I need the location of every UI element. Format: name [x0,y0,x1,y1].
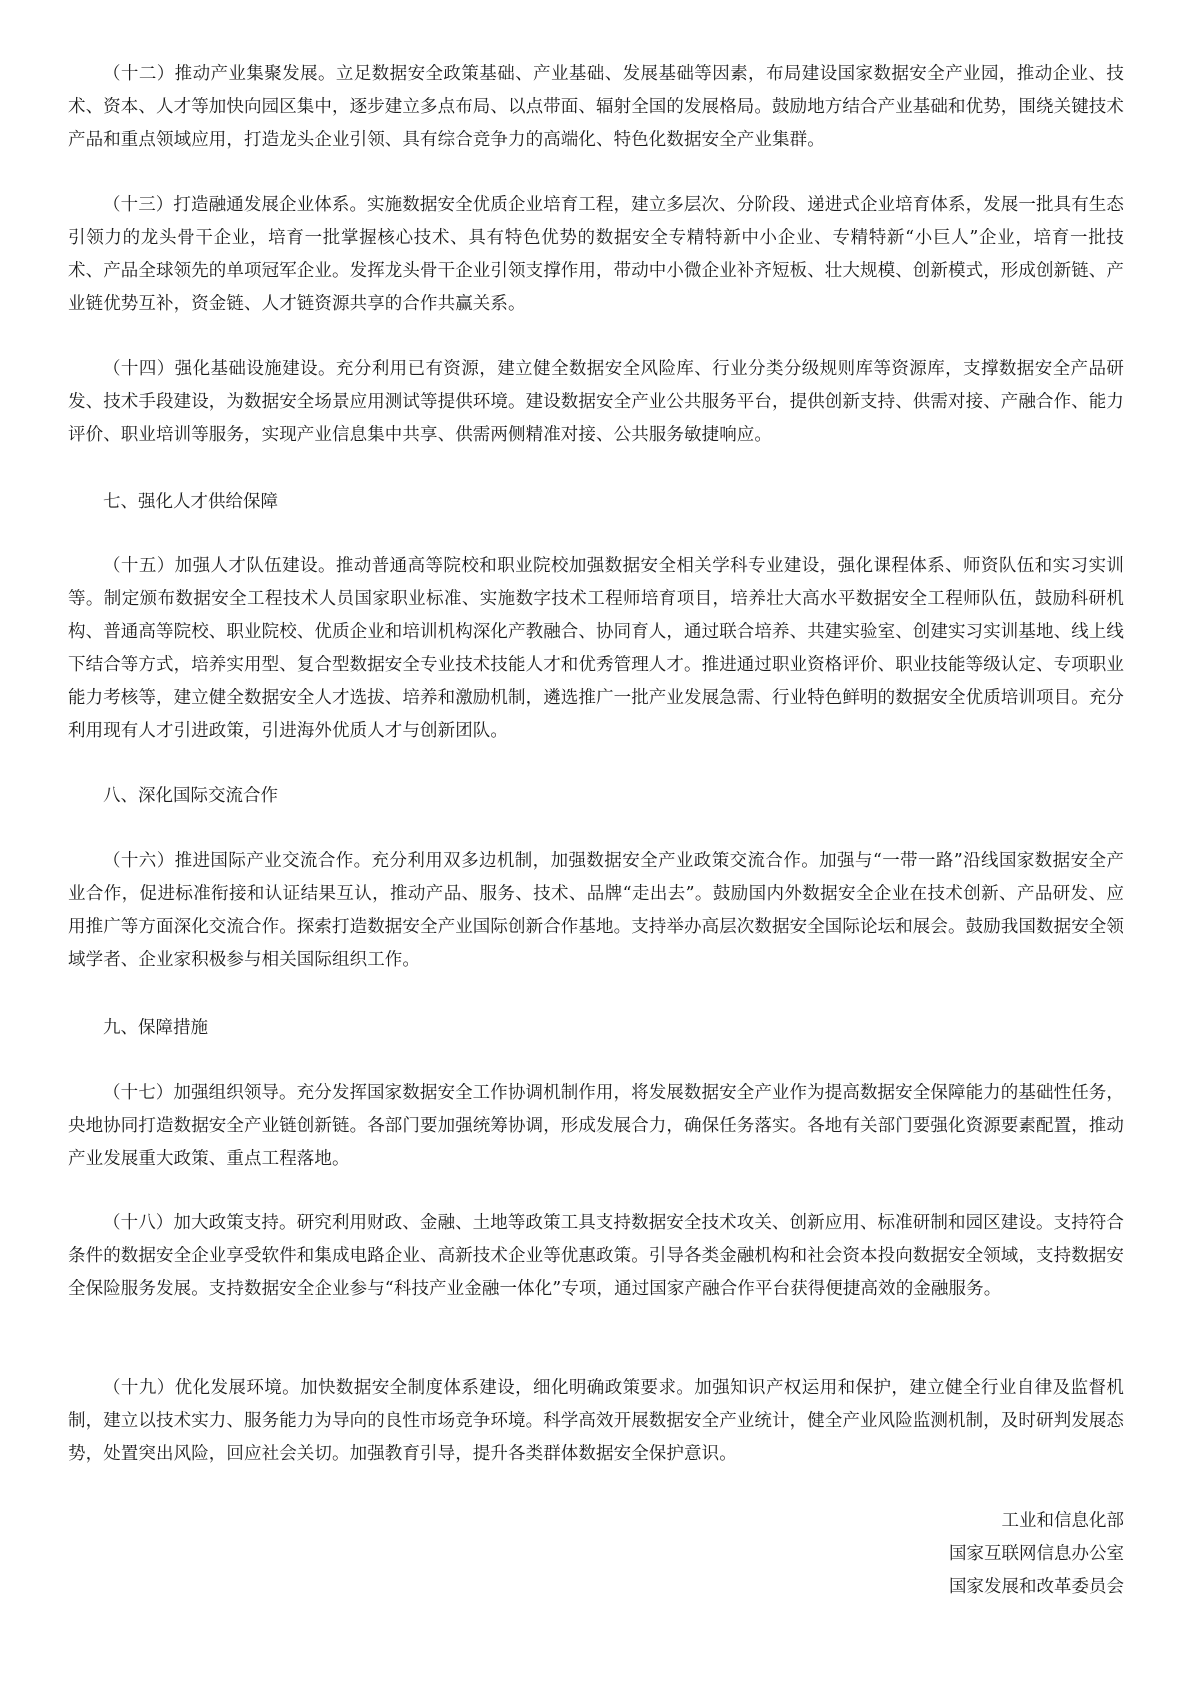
paragraph-18: （十八）加大政策支持。研究利用财政、金融、土地等政策工具支持数据安全技术攻关、创新应用、标准研制和园区建设。支持符合条件的数据安全企业享受软件和集成电路企业、高新技术企业等优惠政策。引导各类金融机构和社会资本投向数据安全领域，支持数据安全保险服务发展。支持数据安全企业参与“科技产业金融一体化”专项，通过国家产融合作平台获得便捷高效的金融服务。 [68,1213,1124,1299]
paragraph-17: （十七）加强组织领导。充分发挥国家数据安全工作协调机制作用，将发展数据安全产业作为提高数据安全保障能力的基础性任务，央地协同打造数据安全产业链创新链。各部门要加强统筹协调，形成发展合力，确保任务落实。各地有关部门要强化资源要素配置，推动产业发展重大政策、重点工程落地。 [68,1083,1124,1169]
section-heading-8: 八、深化国际交流合作 [103,786,278,806]
paragraph-12: （十二）推动产业集聚发展。立足数据安全政策基础、产业基础、发展基础等因素，布局建设国家数据安全产业园，推动企业、技术、资本、人才等加快向园区集中，逐步建立多点布局、以点带面、辐射全国的发展格局。鼓励地方结合产业基础和优势，围绕关键技术产品和重点领域应用，打造龙头企业引领、具有综合竞争力的高端化、特色化数据安全产业集群。 [68,64,1124,150]
section-heading-9: 九、保障措施 [103,1018,208,1038]
paragraph-19: （十九）优化发展环境。加快数据安全制度体系建设，细化明确政策要求。加强知识产权运用和保护，建立健全行业自律及监督机制，建立以技术实力、服务能力为导向的良性市场竞争环境。科学高效开展数据安全产业统计，健全产业风险监测机制，及时研判发展态势，处置突出风险，回应社会关切。加强教育引导，提升各类群体数据安全保护意识。 [68,1378,1124,1464]
signatory-ndrc: 国家发展和改革委员会 [949,1577,1124,1597]
signatory-miit: 工业和信息化部 [1001,1511,1124,1531]
paragraph-15: （十五）加强人才队伍建设。推动普通高等院校和职业院校加强数据安全相关学科专业建设，强化课程体系、师资队伍和实习实训等。制定颁布数据安全工程技术人员国家职业标准、实施数字技术工程师培育项目，培养壮大高水平数据安全工程师队伍，鼓励科研机构、普通高等院校、职业院校、优质企业和培训机构深化产教融合、协同育人，通过联合培养、共建实验室、创建实习实训基地、线上线下结合等方式，培养实用型、复合型数据安全专业技术技能人才和优秀管理人才。推进通过职业资格评价、职业技能等级认定、专项职业能力考核等，建立健全数据安全人才选拔、培养和激励机制，遴选推广一批产业发展急需、行业特色鲜明的数据安全优质培训项目。充分利用现有人才引进政策，引进海外优质人才与创新团队。 [68,556,1124,741]
signatory-block [949,1505,1124,1604]
signatory-cac: 国家互联网信息办公室 [949,1544,1124,1564]
paragraph-14: （十四）强化基础设施建设。充分利用已有资源，建立健全数据安全风险库、行业分类分级规则库等资源库，支撑数据安全产品研发、技术手段建设，为数据安全场景应用测试等提供环境。建设数据安全产业公共服务平台，提供创新支持、供需对接、产融合作、能力评价、职业培训等服务，实现产业信息集中共享、供需两侧精准对接、公共服务敏捷响应。 [68,359,1124,445]
section-heading-7: 七、强化人才供给保障 [103,492,278,512]
paragraph-13: （十三）打造融通发展企业体系。实施数据安全优质企业培育工程，建立多层次、分阶段、递进式企业培育体系，发展一批具有生态引领力的龙头骨干企业，培育一批掌握核心技术、具有特色优势的数据安全专精特新中小企业、专精特新“小巨人”企业，培育一批技术、产品全球领先的单项冠军企业。发挥龙头骨干企业引领支撑作用，带动中小微企业补齐短板、壮大规模、创新模式，形成创新链、产业链优势互补，资金链、人才链资源共享的合作共赢关系。 [68,195,1124,314]
paragraph-16: （十六）推进国际产业交流合作。充分利用双多边机制，加强数据安全产业政策交流合作。加强与“一带一路”沿线国家数据安全产业合作，促进标准衔接和认证结果互认，推动产品、服务、技术、品牌“走出去”。鼓励国内外数据安全企业在技术创新、产品研发、应用推广等方面深化交流合作。探索打造数据安全产业国际创新合作基地。支持举办高层次数据安全国际论坛和展会。鼓励我国数据安全领域学者、企业家积极参与相关国际组织工作。 [68,851,1124,970]
